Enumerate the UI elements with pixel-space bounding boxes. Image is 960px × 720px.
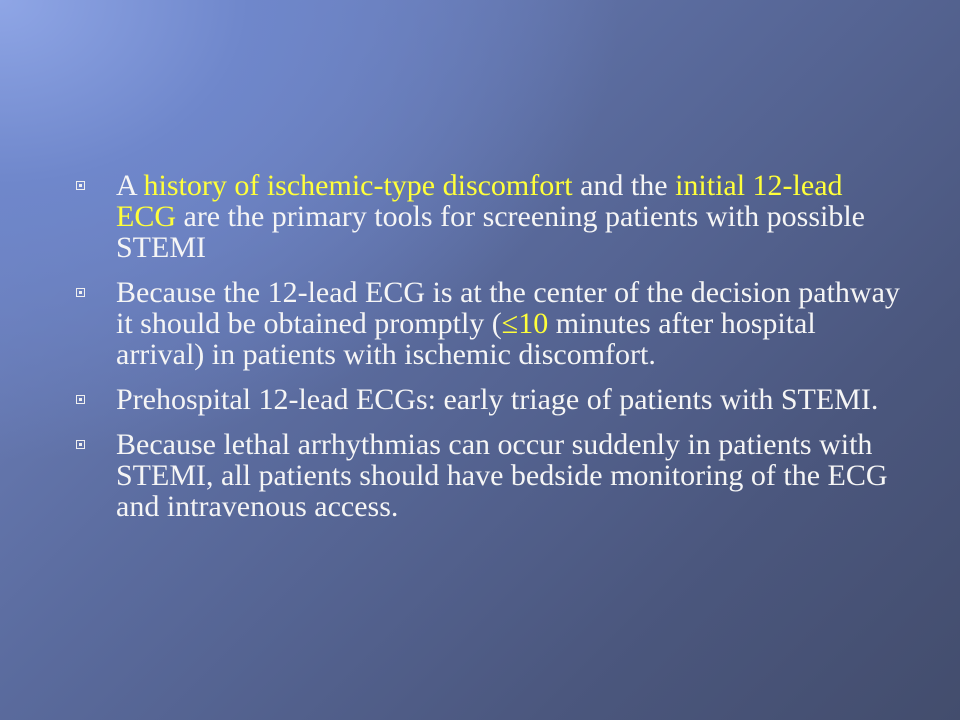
bullet-item [76, 170, 906, 263]
text-segment: Prehospital 12-lead ECGs: early triage of patients with STEMI. [116, 383, 879, 416]
highlighted-text: history of ischemic-type discomfort [143, 169, 573, 202]
text-segment: A [116, 169, 144, 202]
bullet-text [116, 383, 878, 416]
highlighted-text: ≤10 [501, 307, 549, 340]
bullet-text [116, 169, 865, 264]
text-segment: and the [572, 169, 676, 202]
square-bullet-icon [76, 181, 85, 190]
text-segment: are the primary tools for screening patients with possible STEMI [116, 200, 865, 264]
bullet-text [116, 428, 888, 523]
text-segment: Because lethal arrhythmias can occur suddenly in patients with STEMI, all patients should have bedside monitoring of the ECG and intravenous access. [116, 428, 888, 523]
bullet-list [76, 170, 906, 536]
square-bullet-icon [76, 288, 85, 297]
highlighted-text: initial 12-lead ECG [116, 169, 843, 233]
text-segment: minutes after hospital arrival) in patients with ischemic discomfort. [116, 307, 816, 371]
bullet-text [116, 276, 900, 371]
bullet-item [76, 429, 906, 522]
bullet-item [76, 384, 906, 415]
square-bullet-icon [76, 395, 85, 404]
square-bullet-icon [76, 440, 85, 449]
bullet-item [76, 277, 906, 370]
text-segment: Because the 12-lead ECG is at the center of the decision pathway it should be obtained promptly ( [116, 276, 900, 340]
